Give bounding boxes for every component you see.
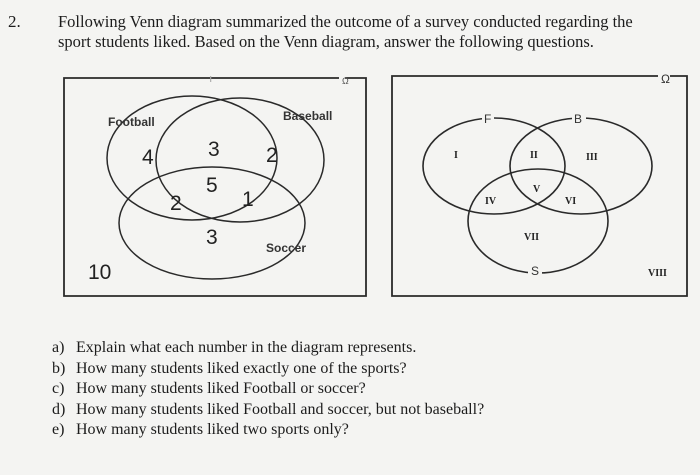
set-s-label: S	[531, 264, 540, 278]
question-text: How many students liked two sports only?	[76, 421, 349, 438]
set-b-label: B	[574, 112, 583, 126]
region-vii: VII	[524, 232, 540, 243]
region-baseball-soccer: 1	[242, 188, 254, 211]
region-football-soccer: 2	[170, 192, 182, 215]
region-soccer-only: 3	[206, 226, 218, 249]
baseball-label: Baseball	[283, 109, 333, 123]
region-all-three: 5	[206, 174, 218, 197]
question-stem	[58, 12, 678, 52]
venn-diagram-regions	[390, 74, 690, 298]
question-label: b)	[52, 359, 66, 377]
football-label: Football	[108, 115, 155, 129]
question-text: How many students liked Football or soccer?	[76, 380, 366, 397]
set-b-circle	[510, 118, 652, 214]
region-ii: II	[530, 150, 538, 161]
venn-regions-svg	[390, 74, 690, 298]
question-text: How many students liked exactly one of the sports?	[76, 359, 407, 377]
region-i: I	[454, 150, 458, 161]
venn-diagram-numbers	[62, 76, 372, 298]
question-number: 2.	[8, 12, 21, 31]
question-item	[52, 400, 484, 421]
question-item	[52, 359, 484, 380]
region-viii: VIII	[648, 268, 667, 279]
region-v: V	[533, 184, 541, 195]
universe-label-2: Ω	[661, 74, 670, 86]
question-text: How many students liked Football and soccer, but not baseball?	[76, 400, 485, 418]
question-item	[52, 338, 484, 359]
region-football-baseball: 3	[208, 138, 220, 161]
question-label: d)	[52, 400, 66, 418]
soccer-label: Soccer	[266, 241, 307, 255]
question-label: e)	[52, 421, 65, 438]
venn-numbers-svg	[62, 76, 372, 298]
set-f-label: F	[484, 112, 492, 126]
question-list	[52, 338, 484, 441]
region-iv: IV	[485, 196, 497, 207]
stem-line-1: Following Venn diagram summarized the outcome of a survey conducted regarding the	[58, 12, 633, 31]
question-text: Explain what each number in the diagram represents.	[76, 339, 417, 356]
universe-label: Ω	[342, 76, 349, 86]
region-iii: III	[586, 152, 598, 163]
region-outside: 10	[88, 261, 112, 284]
region-baseball-only: 2	[266, 144, 278, 167]
region-vi: VI	[565, 196, 577, 207]
question-item	[52, 420, 484, 441]
region-football-only: 4	[142, 146, 154, 169]
question-label: a)	[52, 339, 65, 356]
stem-line-2: sport students liked. Based on the Venn diagram, answer the following questions.	[58, 32, 594, 51]
top-mark: I	[209, 76, 213, 85]
question-item	[52, 379, 484, 400]
question-label: c)	[52, 380, 65, 397]
